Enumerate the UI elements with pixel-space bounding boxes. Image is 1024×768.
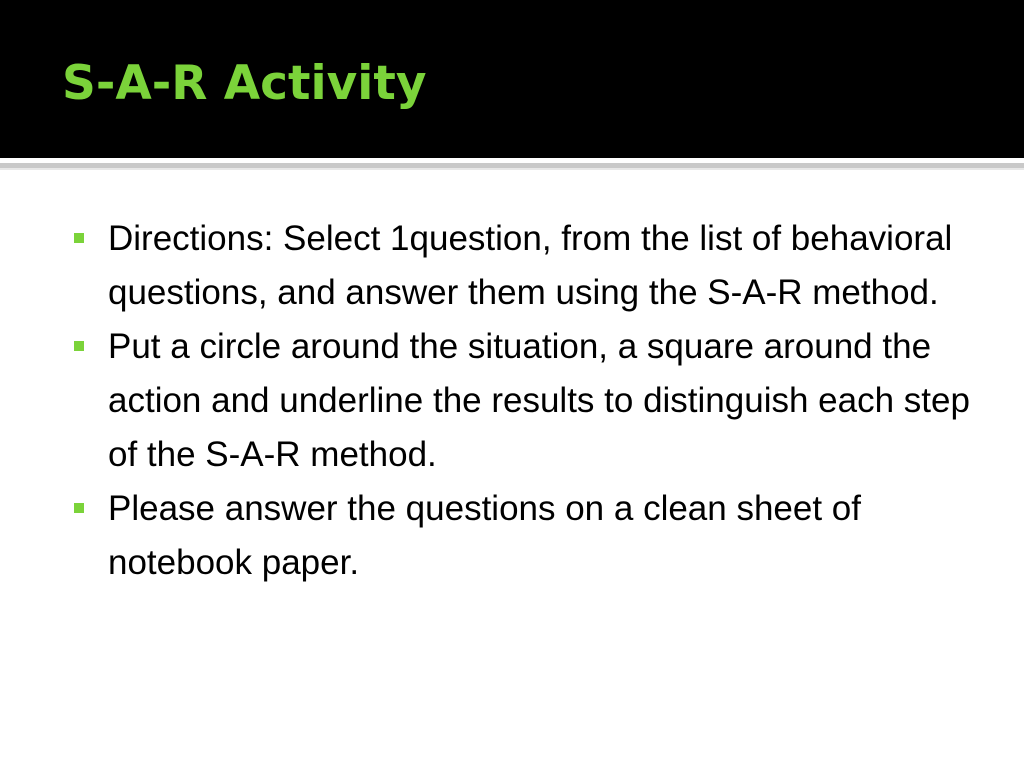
title-divider-shadow-light (0, 168, 1024, 170)
square-bullet-icon (74, 233, 84, 243)
bullet-list (74, 212, 974, 590)
bullet-text: Please answer the questions on a clean sheet of notebook paper. (108, 489, 861, 582)
bullet-text: Directions: Select 1question, from the list of behavioral questions, and answer them using the S-A-R method. (108, 219, 953, 312)
bullet-item-directions (74, 212, 974, 320)
bullet-item-paper (74, 482, 974, 590)
square-bullet-icon (74, 503, 84, 513)
bullet-item-markup (74, 320, 974, 482)
title-divider (0, 158, 1024, 162)
title-bar (0, 0, 1024, 158)
slide-title: S-A-R Activity (62, 56, 427, 111)
bullet-text: Put a circle around the situation, a square around the action and underline the results to distinguish each step of the S-A-R method. (108, 327, 970, 474)
square-bullet-icon (74, 341, 84, 351)
